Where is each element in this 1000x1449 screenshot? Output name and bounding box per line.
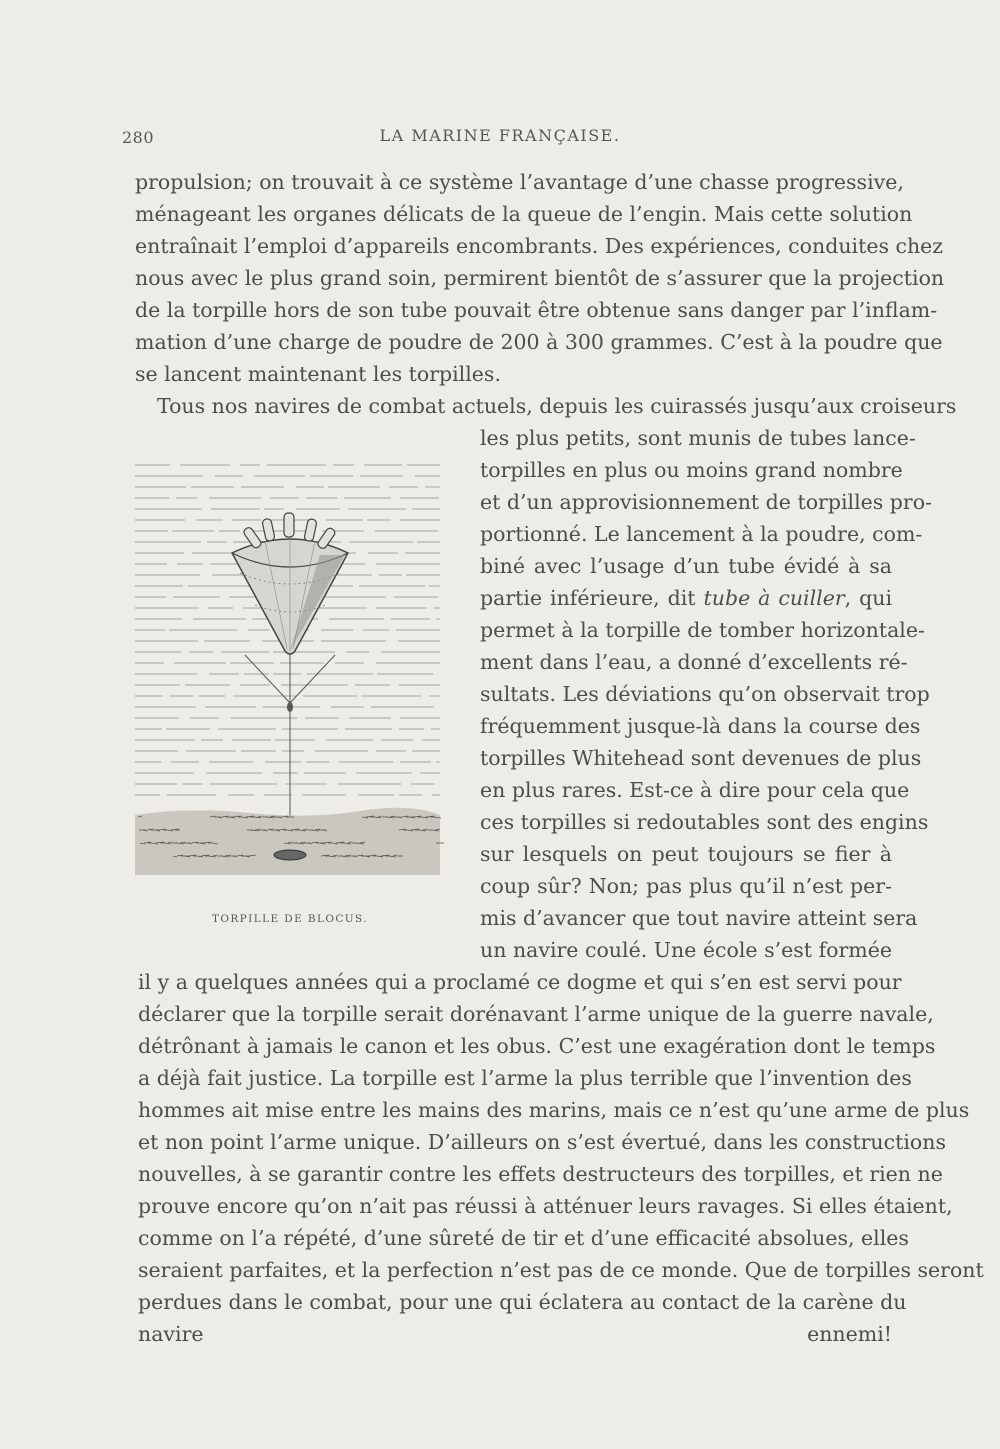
text-line-italic bbox=[480, 586, 892, 610]
text-line: nouvelles, à se garantir contre les effets destructeurs des torpilles, et rien ne bbox=[138, 1162, 943, 1186]
text-line: et non point l’arme unique. D’ailleurs on s’est évertué, dans les constructions bbox=[138, 1130, 946, 1154]
text-line: a déjà fait justice. La torpille est l’arme la plus terrible que l’invention des bbox=[138, 1066, 912, 1090]
text-line: biné avec l’usage d’un tube évidé à sa bbox=[480, 554, 892, 578]
torpedo-engraving bbox=[130, 455, 450, 895]
text-line: sultats. Les déviations qu’on observait trop bbox=[480, 682, 930, 706]
text-line: il y a quelques années qui a proclamé ce dogme et qui s’en est servi pour bbox=[138, 970, 902, 994]
text-span: partie inférieure, dit bbox=[480, 586, 704, 610]
text-line: entraînait l’emploi d’appareils encombrants. Des expériences, conduites chez bbox=[135, 234, 944, 258]
shackle bbox=[287, 702, 293, 712]
text-line: les plus petits, sont munis de tubes lance- bbox=[480, 426, 916, 450]
text-line: comme on l’a répété, d’une sûreté de tir et d’une efficacité absolues, elles bbox=[138, 1226, 909, 1250]
text-line: coup sûr? Non; pas plus qu’il n’est per- bbox=[480, 874, 892, 898]
text-line: sur lesquels on peut toujours se fier à bbox=[480, 842, 892, 866]
text-line: déclarer que la torpille serait dorénavant l’arme unique de la guerre navale, bbox=[138, 1002, 934, 1026]
sea-bed bbox=[135, 808, 444, 875]
text-line: Tous nos navires de combat actuels, depuis les cuirassés jusqu’aux croiseurs bbox=[157, 394, 957, 418]
page-number: 280 bbox=[122, 128, 155, 147]
text-line: navire ennemi! bbox=[138, 1322, 892, 1346]
text-line: hommes ait mise entre les mains des marins, mais ce n’est qu’une arme de plus bbox=[138, 1098, 970, 1122]
text-line: ment dans l’eau, a donné d’excellents ré- bbox=[480, 650, 908, 674]
text-line: en plus rares. Est-ce à dire pour cela que bbox=[480, 778, 910, 802]
text-line: portionné. Le lancement à la poudre, com- bbox=[480, 522, 923, 546]
text-line: seraient parfaites, et la perfection n’est pas de ce monde. Que de torpilles seront bbox=[138, 1258, 984, 1282]
text-line: de la torpille hors de son tube pouvait être obtenue sans danger par l’inflam- bbox=[135, 298, 938, 322]
text-line: et d’un approvisionnement de torpilles pro- bbox=[480, 490, 932, 514]
text-line: propulsion; on trouvait à ce système l’avantage d’une chasse progressive, bbox=[135, 170, 904, 194]
text-line: se lancent maintenant les torpilles. bbox=[135, 362, 501, 386]
text-line: prouve encore qu’on n’ait pas réussi à atténuer leurs ravages. Si elles étaient, bbox=[138, 1194, 953, 1218]
anchor-sinker bbox=[274, 850, 306, 860]
text-line: mis d’avancer que tout navire atteint sera bbox=[480, 906, 918, 930]
text-line: perdues dans le combat, pour une qui éclatera au contact de la carène du bbox=[138, 1290, 907, 1314]
text-line: ces torpilles si redoutables sont des engins bbox=[480, 810, 929, 834]
text-line: nous avec le plus grand soin, permirent bientôt de s’assurer que la projection bbox=[135, 266, 945, 290]
text-span: , qui bbox=[844, 586, 893, 610]
text-line: ménageant les organes délicats de la queue de l’engin. Mais cette solution bbox=[135, 202, 913, 226]
italic-term: tube à cuiller bbox=[703, 586, 845, 610]
text-line: mation d’une charge de poudre de 200 à 300 grammes. C’est à la poudre que bbox=[135, 330, 943, 354]
figure-caption: TORPILLE DE BLOCUS. bbox=[211, 913, 369, 925]
text-line: torpilles en plus ou moins grand nombre bbox=[480, 458, 903, 482]
running-title: LA MARINE FRANÇAISE. bbox=[379, 126, 621, 145]
text-line: permet à la torpille de tomber horizontale- bbox=[480, 618, 925, 642]
text-line: détrônant à jamais le canon et les obus. C’est une exagération dont le temps bbox=[138, 1034, 936, 1058]
text-line: un navire coulé. Une école s’est formée bbox=[480, 938, 892, 962]
text-line: torpilles Whitehead sont devenues de plus bbox=[480, 746, 922, 770]
text-line: fréquemment jusque-là dans la course des bbox=[480, 714, 921, 738]
mine-body bbox=[232, 537, 348, 654]
